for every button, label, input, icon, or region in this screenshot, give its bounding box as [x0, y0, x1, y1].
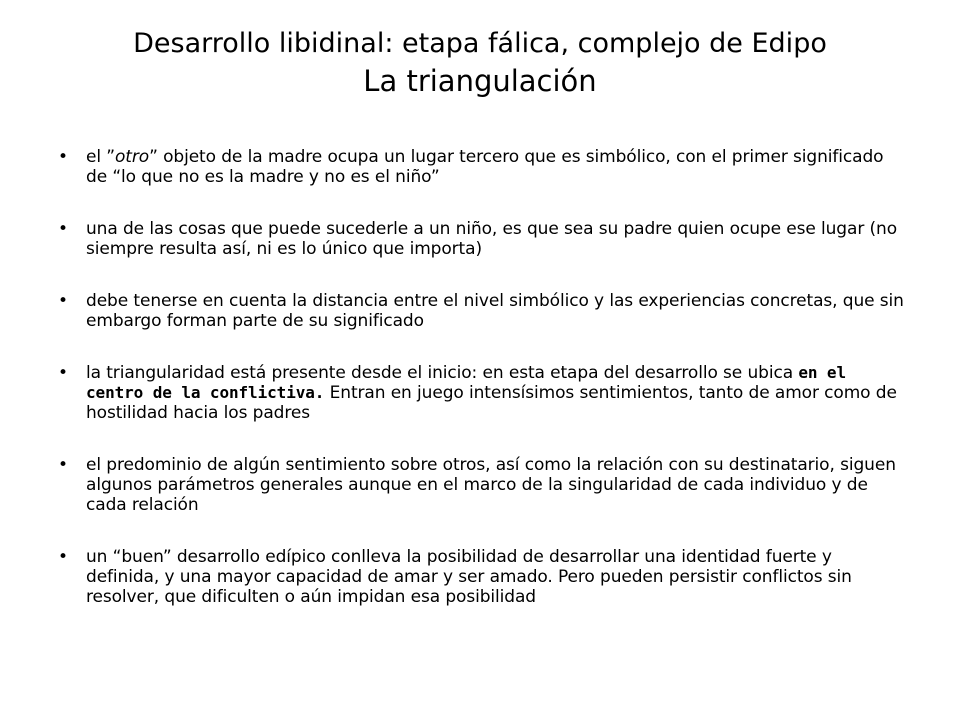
- bullet-text: [86, 363, 908, 423]
- bullet-dot-icon: •: [58, 547, 68, 567]
- bullet-text-start: el ”: [86, 147, 115, 167]
- bullet-item-4: [58, 363, 908, 423]
- bullet-text: debe tenerse en cuenta la distancia entre el nivel simbólico y las experiencias concretas, que sin embargo forman parte de su significado: [86, 291, 904, 331]
- bullet-text: un “buen” desarrollo edípico conlleva la posibilidad de desarrollar una identidad fuerte y definida, y una mayor capacidad de amar y ser amado. Pero pueden persistir conflictos sin resolver, que dificulten o aún impidan esa posibilidad: [86, 547, 852, 607]
- title-line-2: La triangulación: [363, 64, 597, 98]
- bullet-dot-icon: •: [58, 219, 68, 239]
- bullet-dot-icon: •: [58, 291, 68, 311]
- bullet-text: una de las cosas que puede sucederle a un niño, es que sea su padre quien ocupe ese lugar (no siempre resulta así, ni es lo único que importa): [86, 219, 898, 259]
- bullet-dot-icon: •: [58, 363, 68, 383]
- bullet-text-end: ” objeto de la madre ocupa un lugar tercero que es simbólico, con el primer significado de “lo que no es la madre y no es el niño”: [86, 147, 884, 187]
- bullet-dot-icon: •: [58, 455, 68, 475]
- slide-title: [40, 26, 920, 100]
- bullet-text: [86, 147, 908, 187]
- bullet-item-3: [58, 291, 908, 331]
- bullet-item-6: [58, 547, 908, 607]
- bullet-item-2: [58, 219, 908, 259]
- bullet-text: el predominio de algún sentimiento sobre otros, así como la relación con su destinatario, siguen algunos parámetros generales aunque en el marco de la singularidad de cada individuo y de cada relación: [86, 455, 896, 515]
- bullet-item-5: [58, 455, 908, 515]
- title-line-1: Desarrollo libidinal: etapa fálica, complejo de Edipo: [133, 28, 827, 59]
- bullet-text-start: la triangularidad está presente desde el inicio: en esta etapa del desarrollo se ubica: [86, 363, 799, 383]
- bullet-text-italic: otro: [115, 147, 150, 167]
- bullet-list: [58, 147, 908, 639]
- bullet-text-end: Entran en juego intensísimos sentimientos, tanto de amor como de hostilidad hacia los padres: [86, 383, 897, 423]
- bullet-text-bold: en el centro de la conflictiva.: [86, 363, 846, 402]
- bullet-item-1: [58, 147, 908, 187]
- bullet-dot-icon: •: [58, 147, 68, 167]
